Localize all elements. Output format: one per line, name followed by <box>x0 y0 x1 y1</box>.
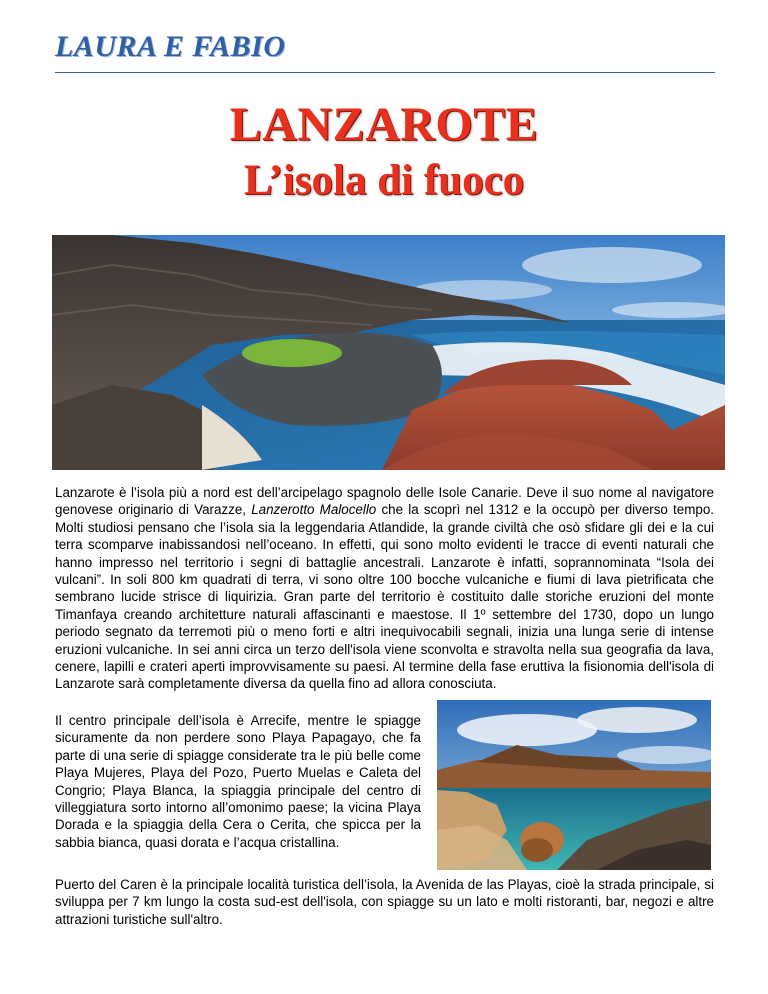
main-title: LANZAROTE <box>229 98 539 151</box>
intro-paragraph <box>55 484 714 693</box>
header-title: LAURA E FABIO <box>55 30 286 63</box>
beach-photo-papagayo <box>437 700 711 870</box>
navigator-name: Lanzerotto Malocello <box>251 502 377 518</box>
title-block <box>0 98 768 208</box>
intro-text-1: Lanzarote è l’isola più a nord est dell’arcipelago spagnolo delle Isole Canarie. Deve il suo nome al navigatore genovese originario di Varazze, <box>55 485 714 518</box>
page-header <box>55 30 715 73</box>
caren-paragraph: Puerto del Caren è la principale località turistica dell’isola, la Avenida de las Playas, cioè la strada principale, si sviluppa per 7 km lungo la costa sud-est dell'isola, con spiagge su un lato e molti ristoranti, bar, negozi e altre attrazioni turistiche sull'altro. <box>55 877 714 927</box>
beaches-paragraph: Il centro principale dell’isola è Arrecife, mentre le spiagge sicuramente da non perdere sono Playa Papagayo, che fa parte di una serie di spiagge considerate tra le più belle come Playa Mujeres, Playa del Pozo, Puerto Muelas e Caleta del Congrio; Playa Blanca, la spiaggia principale del centro di villeggiatura sorto intorno all’omonimo paese; la vicina Playa Dorada e la spiaggia della Cera o Cerita, che spicca per la sabbia bianca, quasi dorata e l’acqua cristallina. <box>55 713 421 850</box>
intro-text-2: che la scoprì nel 1312 e la occupò per diverso tempo. Molti studiosi pensano che l’isola sia la leggendaria Atlandide, la grande civiltà che osò sfidare gli dei e la cui terra scomparve inabissandosi nell’oceano. In effetti, qui sono molto evidenti le tracce di eventi naturali che hanno impresso nel territorio i segni di battaglie ancestrali. Lanzarote è infatti, soprannominata “Isola dei vulcani”. In soli 800 km quadrati di terra, vi sono oltre 100 bocche vulcaniche e fiumi di lava pietrificata che sembrano lucide strisce di liquirizia. Gran parte del territorio è costituito dalle storiche eruzioni del monte Timanfaya creando architetture naturali affascinanti e maestose. Il 1º settembre del 1730, dopo un lungo periodo segnato da terremoti più o meno forti e altri inequivocabili segnali, inizia una lunga serie di intense eruzioni vulcaniche. In sei anni circa un terzo dell'isola viene sconvolta e stravolta nella sua geografia da lava, cenere, lapilli e crateri aperti improvvisamente su paesi. Al termine della fase eruttiva la fisionomia dell'isola di Lanzarote sarà completamente diversa da quella fino ad allora conosciuta. <box>55 502 714 692</box>
hero-photo-el-golfo <box>52 235 725 470</box>
subtitle: L’isola di fuoco <box>243 157 525 204</box>
